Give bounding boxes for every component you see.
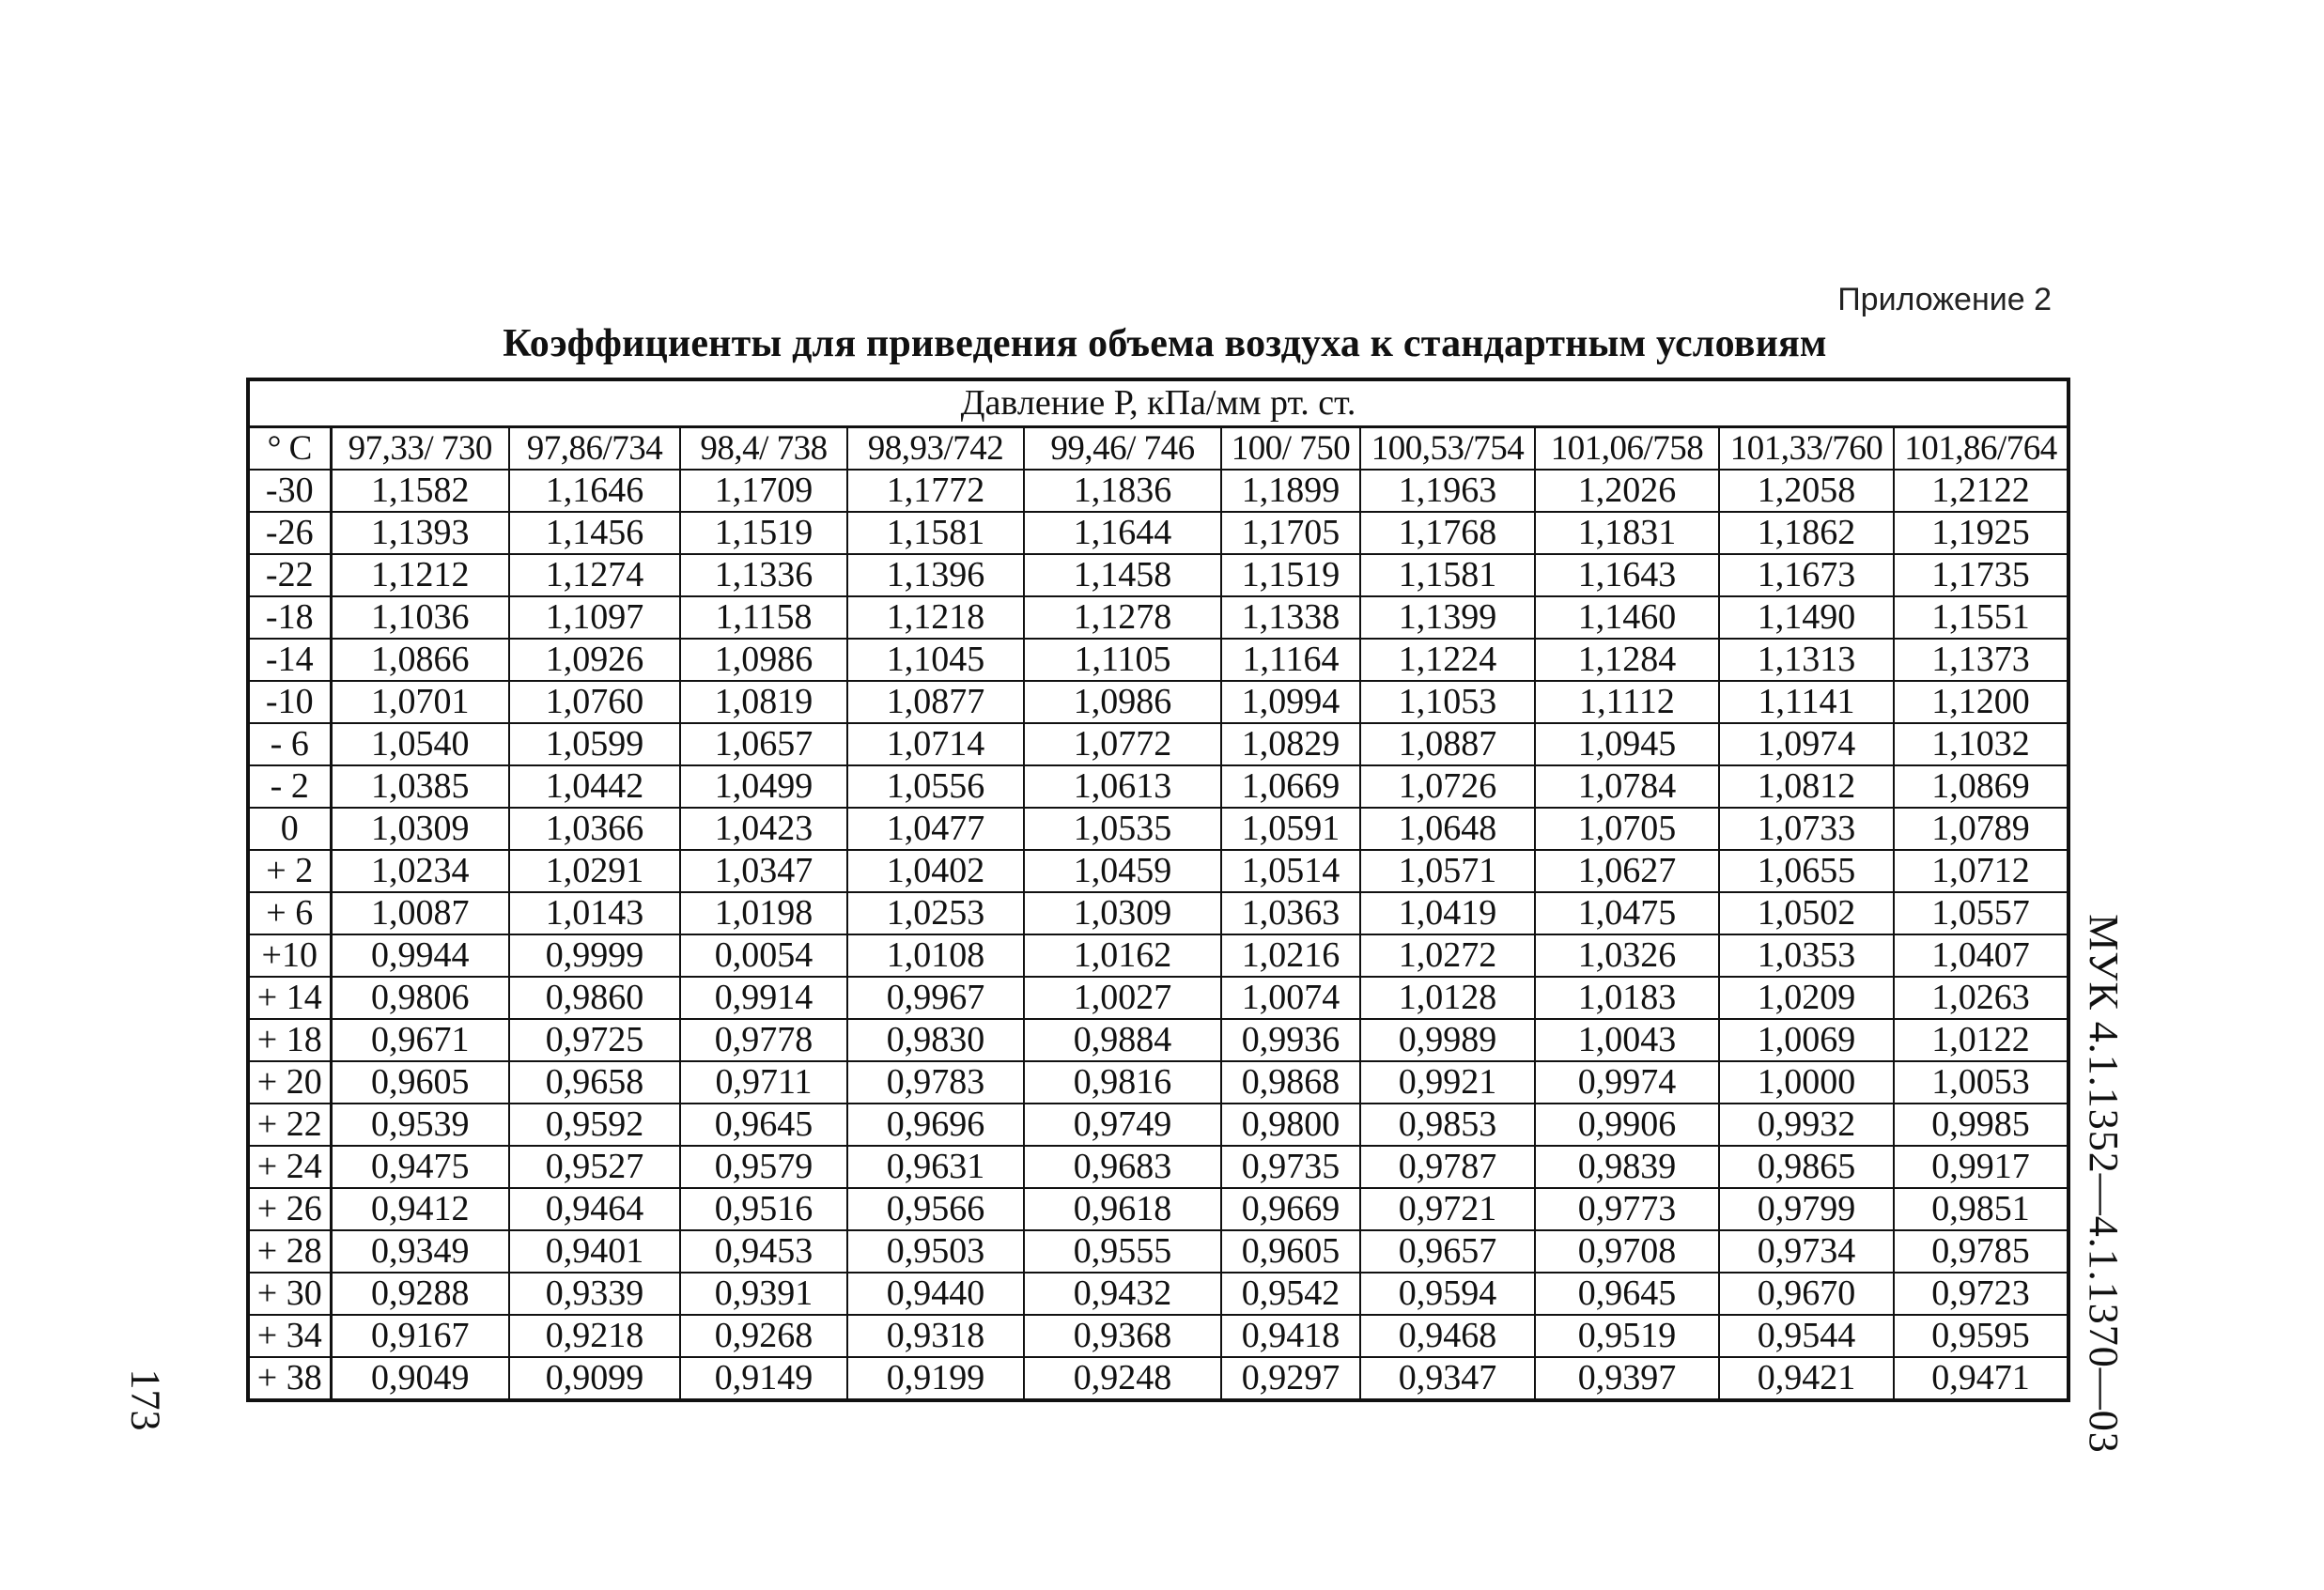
temperature-cell: -10 [248, 681, 331, 723]
coefficient-cell: 0,9921 [1360, 1061, 1535, 1104]
coefficient-cell: 0,9339 [509, 1273, 680, 1315]
temperature-cell: + 22 [248, 1104, 331, 1146]
coefficient-cell: 1,0945 [1535, 723, 1719, 765]
table-row [248, 639, 2068, 681]
coefficient-cell: 1,1224 [1360, 639, 1535, 681]
coefficient-cell: 1,0502 [1719, 892, 1894, 934]
coefficient-cell: 1,1396 [847, 554, 1024, 596]
coefficient-cell: 0,9860 [509, 977, 680, 1019]
coefficient-cell: 1,0074 [1221, 977, 1360, 1019]
coefficient-cell: 1,1097 [509, 596, 680, 639]
coefficient-cell: 0,9149 [680, 1357, 847, 1400]
coefficient-cell: 1,0499 [680, 765, 847, 808]
coefficient-cell: 1,0209 [1719, 977, 1894, 1019]
coefficient-cell: 1,0183 [1535, 977, 1719, 1019]
coefficient-cell: 1,1899 [1221, 470, 1360, 512]
coefficient-cell: 1,1164 [1221, 639, 1360, 681]
coefficient-cell: 0,9711 [680, 1061, 847, 1104]
coefficient-cell: 0,9723 [1894, 1273, 2068, 1315]
coefficient-cell: 1,2058 [1719, 470, 1894, 512]
coefficient-cell: 1,1032 [1894, 723, 2068, 765]
coefficient-cell: 1,0669 [1221, 765, 1360, 808]
coefficient-cell: 0,9555 [1024, 1230, 1221, 1273]
coefficient-cell: 0,9721 [1360, 1188, 1535, 1230]
coefficient-cell: 1,1200 [1894, 681, 2068, 723]
coefficient-cell: 0,9884 [1024, 1019, 1221, 1061]
page-title: Коэффициенты для приведения объема воздуха к стандартным условиям [503, 322, 1827, 365]
pressure-column-header: 97,33/ 730 [331, 427, 509, 471]
coefficient-cell: 1,2026 [1535, 470, 1719, 512]
pressure-column-header: 101,86/764 [1894, 427, 2068, 471]
coefficient-cell: 0,9785 [1894, 1230, 2068, 1273]
coefficient-cell: 1,1925 [1894, 512, 2068, 554]
coefficient-cell: 1,1458 [1024, 554, 1221, 596]
table-row [248, 512, 2068, 554]
coefficient-cell: 0,9539 [331, 1104, 509, 1146]
coefficient-cell: 1,0760 [509, 681, 680, 723]
coefficient-cell: 0,9800 [1221, 1104, 1360, 1146]
coefficient-cell: 1,1456 [509, 512, 680, 554]
pressure-column-header: 100,53/754 [1360, 427, 1535, 471]
coefficient-cell: 1,1460 [1535, 596, 1719, 639]
coefficient-cell: 0,9865 [1719, 1146, 1894, 1188]
coefficient-cell: 1,0712 [1894, 850, 2068, 892]
document-code [2074, 913, 2132, 1454]
coefficient-cell: 1,0591 [1221, 808, 1360, 850]
coefficient-cell: 1,1673 [1719, 554, 1894, 596]
coefficient-cell: 0,9519 [1535, 1315, 1719, 1357]
table-row [248, 681, 2068, 723]
coefficient-cell: 1,1519 [1221, 554, 1360, 596]
coefficient-cell: 1,0701 [331, 681, 509, 723]
coefficient-cell: 1,0347 [680, 850, 847, 892]
coefficient-cell: 0,9906 [1535, 1104, 1719, 1146]
coefficient-cell: 1,1644 [1024, 512, 1221, 554]
coefficient-cell: 0,9412 [331, 1188, 509, 1230]
coefficient-cell: 0,9592 [509, 1104, 680, 1146]
coefficient-cell: 1,1709 [680, 470, 847, 512]
coefficient-cell: 1,1399 [1360, 596, 1535, 639]
coefficient-cell: 1,0772 [1024, 723, 1221, 765]
coefficient-cell: 0,9248 [1024, 1357, 1221, 1400]
coefficient-cell: 0,0054 [680, 934, 847, 977]
document-code-text: МУК 4.1.1352—4.1.1370—03 [2080, 913, 2127, 1454]
coefficient-cell: 1,0309 [331, 808, 509, 850]
pressure-column-header: 101,06/758 [1535, 427, 1719, 471]
coefficient-cell: 0,9453 [680, 1230, 847, 1273]
coefficient-cell: 1,1036 [331, 596, 509, 639]
coefficients-table [246, 378, 2070, 1402]
coefficient-cell: 0,9657 [1360, 1230, 1535, 1273]
coefficient-cell: 1,1284 [1535, 639, 1719, 681]
coefficient-cell: 1,1141 [1719, 681, 1894, 723]
coefficient-cell: 1,1490 [1719, 596, 1894, 639]
coefficient-cell: 0,9725 [509, 1019, 680, 1061]
coefficient-cell: 0,9049 [331, 1357, 509, 1400]
coefficient-cell: 0,9527 [509, 1146, 680, 1188]
coefficient-cell: 1,0571 [1360, 850, 1535, 892]
coefficient-cell: 1,1336 [680, 554, 847, 596]
coefficient-cell: 0,9839 [1535, 1146, 1719, 1188]
table-row [248, 1188, 2068, 1230]
coefficient-cell: 1,0789 [1894, 808, 2068, 850]
coefficient-cell: 0,9218 [509, 1315, 680, 1357]
temperature-cell: -26 [248, 512, 331, 554]
table-row [248, 1230, 2068, 1273]
coefficient-cell: 1,0514 [1221, 850, 1360, 892]
coefficient-cell: 1,1581 [1360, 554, 1535, 596]
temperature-cell: - 6 [248, 723, 331, 765]
coefficient-cell: 1,0994 [1221, 681, 1360, 723]
coefficient-cell: 0,9851 [1894, 1188, 2068, 1230]
coefficient-cell: 0,9696 [847, 1104, 1024, 1146]
coefficient-cell: 0,9936 [1221, 1019, 1360, 1061]
coefficient-cell: 1,0234 [331, 850, 509, 892]
coefficient-cell: 1,0423 [680, 808, 847, 850]
coefficient-cell: 0,9669 [1221, 1188, 1360, 1230]
coefficient-cell: 0,9631 [847, 1146, 1024, 1188]
temperature-cell: + 26 [248, 1188, 331, 1230]
table-row [248, 977, 2068, 1019]
table-row [248, 765, 2068, 808]
coefficient-cell: 1,1772 [847, 470, 1024, 512]
coefficient-cell: 1,0459 [1024, 850, 1221, 892]
coefficient-cell: 1,0198 [680, 892, 847, 934]
coefficient-cell: 1,0599 [509, 723, 680, 765]
coefficient-cell: 0,9464 [509, 1188, 680, 1230]
coefficient-cell: 1,1053 [1360, 681, 1535, 723]
coefficient-cell: 1,0556 [847, 765, 1024, 808]
coefficient-cell: 1,0477 [847, 808, 1024, 850]
coefficient-cell: 1,1519 [680, 512, 847, 554]
coefficient-cell: 0,9658 [509, 1061, 680, 1104]
coefficient-cell: 1,0291 [509, 850, 680, 892]
coefficient-cell: 0,9099 [509, 1357, 680, 1400]
coefficient-cell: 1,2122 [1894, 470, 2068, 512]
coefficient-cell: 1,1551 [1894, 596, 2068, 639]
coefficient-cell: 1,0385 [331, 765, 509, 808]
coefficient-cell: 1,1393 [331, 512, 509, 554]
coefficient-cell: 1,0353 [1719, 934, 1894, 977]
pressure-column-header: 98,93/742 [847, 427, 1024, 471]
coefficient-cell: 1,1963 [1360, 470, 1535, 512]
coefficient-cell: 1,0143 [509, 892, 680, 934]
coefficient-cell: 0,9401 [509, 1230, 680, 1273]
coefficient-cell: 1,1836 [1024, 470, 1221, 512]
temperature-cell: + 24 [248, 1146, 331, 1188]
coefficient-cell: 0,9605 [1221, 1230, 1360, 1273]
page-number-text: 173 [122, 1368, 169, 1430]
coefficient-cell: 0,9391 [680, 1273, 847, 1315]
coefficient-cell: 0,9595 [1894, 1315, 2068, 1357]
coefficient-cell: 0,9471 [1894, 1357, 2068, 1400]
coefficient-cell: 0,9853 [1360, 1104, 1535, 1146]
coefficient-cell: 1,1278 [1024, 596, 1221, 639]
coefficient-cell: 0,9830 [847, 1019, 1024, 1061]
coefficient-cell: 1,1212 [331, 554, 509, 596]
coefficient-cell: 1,0812 [1719, 765, 1894, 808]
coefficient-cell: 1,0887 [1360, 723, 1535, 765]
coefficient-cell: 0,9670 [1719, 1273, 1894, 1315]
coefficient-cell: 1,1646 [509, 470, 680, 512]
coefficient-cell: 0,9421 [1719, 1357, 1894, 1400]
coefficient-cell: 1,0216 [1221, 934, 1360, 977]
table-row [248, 808, 2068, 850]
coefficient-cell: 0,9368 [1024, 1315, 1221, 1357]
table-row [248, 850, 2068, 892]
coefficient-cell: 1,1105 [1024, 639, 1221, 681]
coefficient-cell: 1,0069 [1719, 1019, 1894, 1061]
coefficient-cell: 1,1112 [1535, 681, 1719, 723]
coefficient-cell: 1,0419 [1360, 892, 1535, 934]
coefficient-cell: 0,9799 [1719, 1188, 1894, 1230]
pressure-header: Давление Р, кПа/мм рт. ст. [248, 379, 2068, 427]
temperature-cell: + 14 [248, 977, 331, 1019]
coefficient-cell: 0,9516 [680, 1188, 847, 1230]
coefficient-cell: 1,0128 [1360, 977, 1535, 1019]
coefficient-cell: 0,9749 [1024, 1104, 1221, 1146]
coefficient-cell: 1,0043 [1535, 1019, 1719, 1061]
coefficient-cell: 1,1705 [1221, 512, 1360, 554]
coefficient-cell: 1,0535 [1024, 808, 1221, 850]
coefficient-cell: 0,9683 [1024, 1146, 1221, 1188]
coefficient-cell: 1,0402 [847, 850, 1024, 892]
temperature-cell: 0 [248, 808, 331, 850]
temperature-cell: + 30 [248, 1273, 331, 1315]
temperature-cell: +10 [248, 934, 331, 977]
coefficient-cell: 0,9645 [1535, 1273, 1719, 1315]
temperature-cell: -30 [248, 470, 331, 512]
coefficient-cell: 0,9432 [1024, 1273, 1221, 1315]
coefficient-cell: 1,0655 [1719, 850, 1894, 892]
table-row [248, 1104, 2068, 1146]
coefficient-cell: 1,0726 [1360, 765, 1535, 808]
coefficient-cell: 0,9944 [331, 934, 509, 977]
coefficient-cell: 1,0829 [1221, 723, 1360, 765]
coefficient-cell: 0,9605 [331, 1061, 509, 1104]
coefficient-cell: 1,0263 [1894, 977, 2068, 1019]
coefficient-cell: 1,1274 [509, 554, 680, 596]
coefficient-cell: 1,1158 [680, 596, 847, 639]
coefficient-cell: 1,1313 [1719, 639, 1894, 681]
coefficient-cell: 0,9288 [331, 1273, 509, 1315]
coefficient-cell: 1,0866 [331, 639, 509, 681]
coefficient-cell: 1,0648 [1360, 808, 1535, 850]
coefficient-cell: 0,9468 [1360, 1315, 1535, 1357]
coefficient-cell: 0,9297 [1221, 1357, 1360, 1400]
coefficient-cell: 1,0819 [680, 681, 847, 723]
coefficient-cell: 1,0162 [1024, 934, 1221, 977]
coefficient-cell: 1,0733 [1719, 808, 1894, 850]
coefficient-cell: 0,9967 [847, 977, 1024, 1019]
temperature-cell: + 38 [248, 1357, 331, 1400]
coefficient-cell: 0,9708 [1535, 1230, 1719, 1273]
coefficient-cell: 1,0366 [509, 808, 680, 850]
table-row [248, 1146, 2068, 1188]
coefficient-cell: 0,9440 [847, 1273, 1024, 1315]
coefficient-cell: 1,0784 [1535, 765, 1719, 808]
temperature-cell: + 34 [248, 1315, 331, 1357]
coefficient-cell: 0,9418 [1221, 1315, 1360, 1357]
table-row [248, 723, 2068, 765]
table-row [248, 1273, 2068, 1315]
coefficient-cell: 0,9566 [847, 1188, 1024, 1230]
table-row [248, 596, 2068, 639]
coefficient-cell: 0,9734 [1719, 1230, 1894, 1273]
coefficient-cell: 1,1338 [1221, 596, 1360, 639]
coefficient-cell: 0,9932 [1719, 1104, 1894, 1146]
coefficient-cell: 1,0540 [331, 723, 509, 765]
pressure-column-header: 99,46/ 746 [1024, 427, 1221, 471]
coefficient-cell: 1,0714 [847, 723, 1024, 765]
coefficient-cell: 0,9503 [847, 1230, 1024, 1273]
coefficient-cell: 1,1218 [847, 596, 1024, 639]
coefficient-cell: 0,9618 [1024, 1188, 1221, 1230]
coefficient-cell: 0,9816 [1024, 1061, 1221, 1104]
table-row [248, 1315, 2068, 1357]
table-row [248, 934, 2068, 977]
coefficient-cell: 1,1045 [847, 639, 1024, 681]
coefficient-cell: 1,1768 [1360, 512, 1535, 554]
coefficient-cell: 1,0613 [1024, 765, 1221, 808]
temperature-cell: + 6 [248, 892, 331, 934]
pressure-column-header: 101,33/760 [1719, 427, 1894, 471]
coefficient-cell: 0,9318 [847, 1315, 1024, 1357]
pressure-column-header: 100/ 750 [1221, 427, 1360, 471]
coefficient-cell: 0,9974 [1535, 1061, 1719, 1104]
coefficient-cell: 1,0657 [680, 723, 847, 765]
coefficient-cell: 1,0326 [1535, 934, 1719, 977]
coefficient-cell: 1,0869 [1894, 765, 2068, 808]
coefficient-cell: 1,0986 [1024, 681, 1221, 723]
coefficient-cell: 0,9989 [1360, 1019, 1535, 1061]
coefficient-cell: 1,1643 [1535, 554, 1719, 596]
temperature-cell: + 20 [248, 1061, 331, 1104]
coefficient-cell: 1,0877 [847, 681, 1024, 723]
coefficient-cell: 1,0363 [1221, 892, 1360, 934]
coefficient-cell: 1,1862 [1719, 512, 1894, 554]
coefficient-cell: 0,9397 [1535, 1357, 1719, 1400]
table-row [248, 1019, 2068, 1061]
coefficient-cell: 1,0557 [1894, 892, 2068, 934]
coefficient-cell: 0,9671 [331, 1019, 509, 1061]
coefficient-cell: 0,9773 [1535, 1188, 1719, 1230]
coefficient-cell: 0,9999 [509, 934, 680, 977]
pressure-column-header: 98,4/ 738 [680, 427, 847, 471]
appendix-label: Приложение 2 [1837, 282, 2052, 317]
coefficient-cell: 0,9914 [680, 977, 847, 1019]
coefficient-cell: 0,9268 [680, 1315, 847, 1357]
coefficient-cell: 1,1373 [1894, 639, 2068, 681]
table-row [248, 1061, 2068, 1104]
coefficient-cell: 1,1582 [331, 470, 509, 512]
page-number [117, 1357, 174, 1442]
column-header-row [248, 427, 2068, 471]
coefficient-cell: 0,9199 [847, 1357, 1024, 1400]
coefficient-cell: 0,9544 [1719, 1315, 1894, 1357]
coefficient-cell: 1,0442 [509, 765, 680, 808]
pressure-column-header: 97,86/734 [509, 427, 680, 471]
table-row [248, 892, 2068, 934]
coefficient-cell: 1,0309 [1024, 892, 1221, 934]
coefficient-cell: 0,9806 [331, 977, 509, 1019]
temperature-cell: + 2 [248, 850, 331, 892]
coefficient-cell: 1,0122 [1894, 1019, 2068, 1061]
coefficient-cell: 1,0027 [1024, 977, 1221, 1019]
coefficient-cell: 1,0272 [1360, 934, 1535, 977]
coefficient-cell: 0,9985 [1894, 1104, 2068, 1146]
table-row [248, 1357, 2068, 1400]
table-row [248, 554, 2068, 596]
coefficient-cell: 0,9645 [680, 1104, 847, 1146]
coefficient-cell: 1,0108 [847, 934, 1024, 977]
coefficient-cell: 0,9783 [847, 1061, 1024, 1104]
coefficient-cell: 1,0986 [680, 639, 847, 681]
coefficient-cell: 0,9349 [331, 1230, 509, 1273]
coefficient-cell: 1,0087 [331, 892, 509, 934]
coefficient-cell: 0,9347 [1360, 1357, 1535, 1400]
coefficient-cell: 1,0475 [1535, 892, 1719, 934]
coefficient-cell: 0,9917 [1894, 1146, 2068, 1188]
coefficient-cell: 0,9475 [331, 1146, 509, 1188]
coefficient-cell: 0,9778 [680, 1019, 847, 1061]
temperature-cell: -14 [248, 639, 331, 681]
coefficient-cell: 0,9594 [1360, 1273, 1535, 1315]
temperature-cell: - 2 [248, 765, 331, 808]
coefficient-cell: 0,9735 [1221, 1146, 1360, 1188]
coefficient-cell: 1,1735 [1894, 554, 2068, 596]
coefficient-cell: 1,1581 [847, 512, 1024, 554]
coefficient-cell: 0,9167 [331, 1315, 509, 1357]
coefficient-cell: 1,0253 [847, 892, 1024, 934]
coefficient-cell: 0,9787 [1360, 1146, 1535, 1188]
temperature-cell: -22 [248, 554, 331, 596]
coefficient-cell: 1,0627 [1535, 850, 1719, 892]
coefficient-cell: 0,9868 [1221, 1061, 1360, 1104]
coefficient-cell: 1,0974 [1719, 723, 1894, 765]
table-body [248, 470, 2068, 1400]
temperature-cell: -18 [248, 596, 331, 639]
coefficient-cell: 0,9542 [1221, 1273, 1360, 1315]
coefficient-cell: 1,0926 [509, 639, 680, 681]
coefficient-cell: 1,0407 [1894, 934, 2068, 977]
temperature-header: ° С [248, 427, 331, 471]
coefficient-cell: 1,1831 [1535, 512, 1719, 554]
temperature-cell: + 28 [248, 1230, 331, 1273]
table-row [248, 470, 2068, 512]
coefficient-cell: 1,0053 [1894, 1061, 2068, 1104]
temperature-cell: + 18 [248, 1019, 331, 1061]
coefficient-cell: 1,0705 [1535, 808, 1719, 850]
coefficient-cell: 1,0000 [1719, 1061, 1894, 1104]
coefficient-cell: 0,9579 [680, 1146, 847, 1188]
